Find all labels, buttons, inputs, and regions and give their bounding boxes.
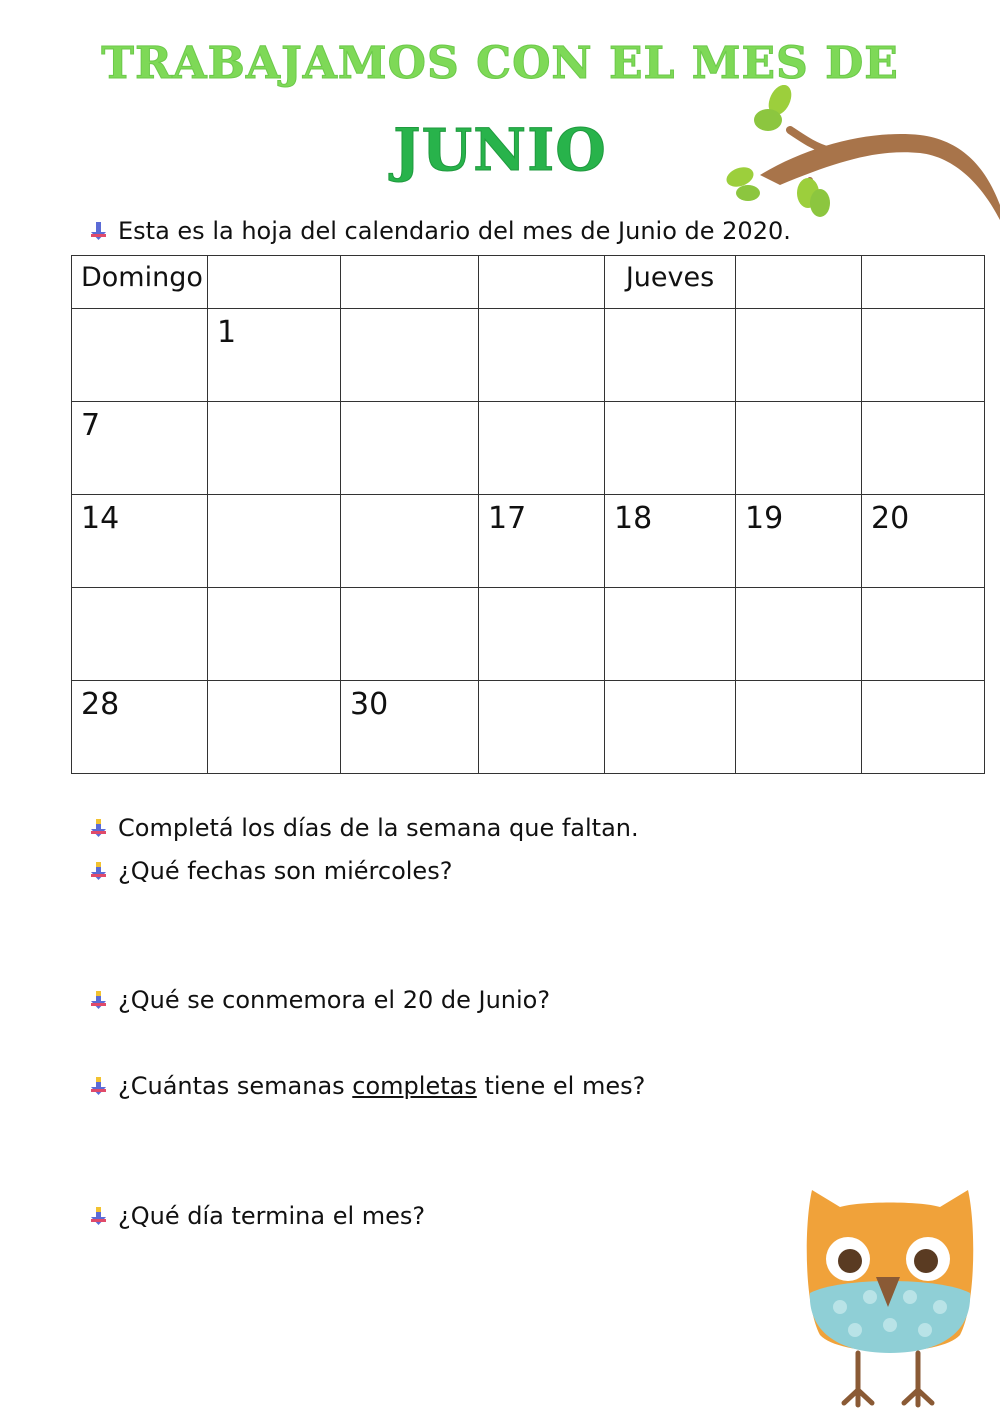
- calendar-week-row: [72, 402, 985, 495]
- question-month-end: [88, 1201, 425, 1231]
- tree-branch-icon: [720, 85, 1000, 225]
- bullet-arrow-icon: [88, 817, 110, 839]
- header-cell-friday[interactable]: [736, 256, 862, 309]
- day-cell: 18: [605, 495, 736, 588]
- question-text: ¿Qué se conmemora el 20 de Junio?: [118, 986, 551, 1014]
- question-june-20: [88, 985, 550, 1015]
- bullet-arrow-icon: [88, 989, 110, 1011]
- day-cell[interactable]: [736, 309, 862, 402]
- day-cell[interactable]: [736, 402, 862, 495]
- day-cell[interactable]: [72, 309, 208, 402]
- header-cell-thursday: Jueves: [605, 256, 736, 309]
- day-cell[interactable]: [605, 309, 736, 402]
- day-cell[interactable]: [605, 402, 736, 495]
- page-title-line1: TRABAJAMOS CON EL MES DE: [101, 38, 899, 89]
- day-cell[interactable]: [605, 681, 736, 774]
- header-cell-sunday: Domingo: [72, 256, 208, 309]
- header-cell-wednesday[interactable]: [479, 256, 605, 309]
- day-cell[interactable]: [341, 309, 479, 402]
- day-cell[interactable]: [862, 681, 985, 774]
- question-text: ¿Qué día termina el mes?: [118, 1202, 426, 1230]
- calendar-week-row: [72, 495, 985, 588]
- bullet-arrow-icon: [88, 860, 110, 882]
- header-cell-saturday[interactable]: [862, 256, 985, 309]
- day-cell[interactable]: [208, 681, 341, 774]
- question-complete-weeks: [88, 1071, 645, 1101]
- calendar-table: [71, 255, 985, 774]
- bullet-arrow-icon: [88, 220, 110, 242]
- calendar-week-row: [72, 309, 985, 402]
- day-cell[interactable]: [479, 309, 605, 402]
- day-cell[interactable]: [479, 588, 605, 681]
- header-cell-monday[interactable]: [208, 256, 341, 309]
- question-complete-days: [88, 813, 639, 843]
- question-text: ¿Qué fechas son miércoles?: [118, 857, 453, 885]
- calendar-week-row: [72, 588, 985, 681]
- day-cell: 14: [72, 495, 208, 588]
- question-text: Completá los días de la semana que faltan.: [118, 814, 639, 842]
- day-cell[interactable]: [341, 402, 479, 495]
- question-underlined-word: completas: [352, 1072, 477, 1100]
- bullet-arrow-icon: [88, 1205, 110, 1227]
- day-cell: 1: [208, 309, 341, 402]
- day-cell[interactable]: [736, 681, 862, 774]
- question-text-end: tiene el mes?: [476, 1072, 646, 1100]
- calendar-header-row: [72, 256, 985, 309]
- day-cell: 20: [862, 495, 985, 588]
- day-cell[interactable]: [605, 588, 736, 681]
- day-cell[interactable]: [208, 588, 341, 681]
- bullet-arrow-icon: [88, 1075, 110, 1097]
- intro-text: Esta es la hoja del calendario del mes de Junio de 2020.: [118, 217, 791, 245]
- calendar-week-row: [72, 681, 985, 774]
- day-cell: 7: [72, 402, 208, 495]
- owl-icon: [800, 1185, 980, 1410]
- day-cell[interactable]: [862, 309, 985, 402]
- question-text-start: ¿Cuántas semanas: [118, 1072, 353, 1100]
- day-cell[interactable]: [208, 402, 341, 495]
- day-cell[interactable]: [72, 588, 208, 681]
- day-cell[interactable]: [736, 588, 862, 681]
- day-cell[interactable]: [208, 495, 341, 588]
- day-cell: 28: [72, 681, 208, 774]
- day-cell[interactable]: [341, 495, 479, 588]
- page-title-month: JUNIO: [393, 116, 607, 184]
- day-cell: 17: [479, 495, 605, 588]
- day-cell[interactable]: [479, 402, 605, 495]
- header-cell-tuesday[interactable]: [341, 256, 479, 309]
- intro-line: [88, 216, 791, 246]
- day-cell[interactable]: [341, 588, 479, 681]
- day-cell: 30: [341, 681, 479, 774]
- day-cell[interactable]: [862, 402, 985, 495]
- day-cell[interactable]: [479, 681, 605, 774]
- question-wednesdays: [88, 856, 452, 886]
- day-cell: 19: [736, 495, 862, 588]
- day-cell[interactable]: [862, 588, 985, 681]
